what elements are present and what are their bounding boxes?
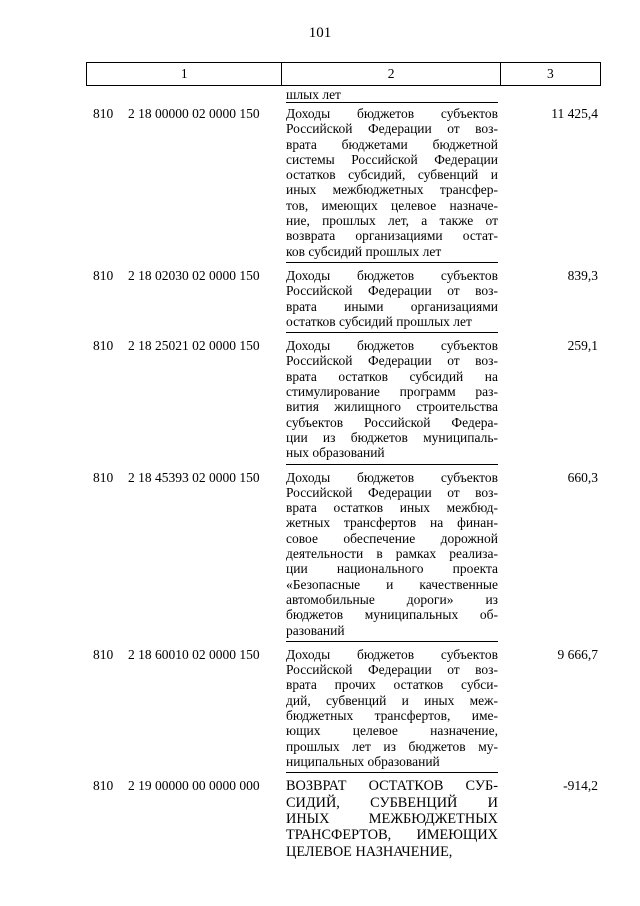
income-name-line: ции из бюджетов муниципаль- [286,429,498,445]
income-name-line: бюджетных трансфертов, име- [286,707,498,723]
admin-code: 810 [93,106,114,121]
income-name-line: автомобильные дороги» из [286,591,498,607]
income-name-line: совое обеспечение дорожной [286,530,498,546]
income-name-line: ВОЗВРАТ ОСТАТКОВ СУБ- [286,778,498,795]
income-name-line: ющих целевое назначение, [286,723,498,739]
budget-classification-code: 2 18 00000 02 0000 150 [128,106,260,121]
admin-code: 810 [93,778,114,794]
income-name [286,647,498,773]
income-name-line: Российской Федерации от воз- [286,121,498,137]
amount-value: 259,1 [567,338,598,354]
budget-classification-code: 2 19 00000 00 0000 000 [128,778,260,794]
income-name-line: стимулирование программ раз- [286,384,498,400]
income-name-line: ков субсидий прошлых лет [286,243,442,259]
amount-value: 839,3 [567,267,598,283]
income-name-line: вития жилищного строительства [286,399,498,415]
page-number: 101 [308,25,332,41]
income-name-line: разований [286,622,345,638]
income-name-line: врата остатков субсидий на [286,368,498,384]
budget-classification-code: 2 18 02030 02 0000 150 [128,267,260,283]
income-name-line: Российской Федерации от воз- [286,353,498,369]
table-body [0,106,640,868]
admin-code: 810 [93,646,114,662]
budget-classification-code: 2 18 25021 02 0000 150 [128,338,260,354]
income-name-line: Доходы бюджетов субъектов [286,338,498,354]
table-row [0,470,640,642]
income-name-line: ние, прошлых лет, а также от [286,213,498,229]
table-row [0,268,640,333]
income-name-line: ЦЕЛЕВОЕ НАЗНАЧЕНИЕ, [286,843,453,860]
income-name-line: ниципальных образований [286,753,440,769]
admin-code: 810 [93,267,114,283]
amount-value: 9 666,7 [557,646,598,662]
income-name [286,268,498,333]
income-name-line: дий, субвенций и иных меж- [286,692,498,708]
income-name-line: Доходы бюджетов субъектов [286,469,498,485]
income-name-line: жетных трансфертов на финан- [286,515,498,531]
column-header-2: 2 [282,63,500,86]
column-header-1: 1 [87,63,282,86]
income-name [286,778,498,863]
amount-value: -914,2 [563,778,598,794]
income-name [286,106,498,263]
budget-classification-code: 2 18 60010 02 0000 150 [128,646,260,662]
income-name-line: Российской Федерации от воз- [286,283,498,299]
continuation-text: шлых лет [286,87,498,103]
income-name-line: прошлых лет из бюджетов му- [286,738,498,754]
income-name-line: возврата организациями остат- [286,228,498,244]
income-name-line: бюджетов муниципальных об- [286,607,498,623]
table-header [86,62,601,86]
income-name-line: системы Российской Федерации [286,151,498,167]
income-name-line: Российской Федерации от воз- [286,662,498,678]
income-name-line: остатков субсидий прошлых лет [286,313,472,329]
table-row [0,647,640,773]
income-name-line: врата прочих остатков субси- [286,677,498,693]
income-name-line: врата бюджетами бюджетной [286,136,498,152]
admin-code: 810 [93,338,114,354]
income-name-line: Российской Федерации от воз- [286,484,498,500]
income-name-line: субъектов Российской Федера- [286,414,498,430]
income-name-line: Доходы бюджетов субъектов [286,646,498,662]
income-name-line: ТРАНСФЕРТОВ, ИМЕЮЩИХ [286,827,498,844]
amount-value: 660,3 [567,469,598,485]
income-name-line: остатков субсидий, субвенций и [286,167,498,183]
income-name-line: Доходы бюджетов субъектов [286,106,498,121]
income-name-line: тов, имеющих целевое назначе- [286,197,498,213]
income-name-line: «Безопасные и качественные [286,576,498,592]
table-row [0,338,640,464]
table-row [0,106,640,263]
income-name-line: иных межбюджетных трансфер- [286,182,498,198]
income-name-line: Доходы бюджетов субъектов [286,267,498,283]
table-row [0,778,640,863]
income-name-line: врата остатков иных межбюд- [286,500,498,516]
income-name [286,338,498,464]
income-name-line: СИДИЙ, СУБВЕНЦИЙ И [286,794,498,811]
admin-code: 810 [93,469,114,485]
income-name-line: деятельности в рамках реализа- [286,546,498,562]
column-header-3: 3 [500,63,600,86]
amount-value: 11 425,4 [551,106,598,121]
income-name-line: ции национального проекта [286,561,498,577]
income-name [286,470,498,642]
income-name-line: ИНЫХ МЕЖБЮДЖЕТНЫХ [286,810,498,827]
income-name-line: ных образований [286,445,385,461]
income-name-line: врата иными организациями [286,298,498,314]
budget-classification-code: 2 18 45393 02 0000 150 [128,469,260,485]
